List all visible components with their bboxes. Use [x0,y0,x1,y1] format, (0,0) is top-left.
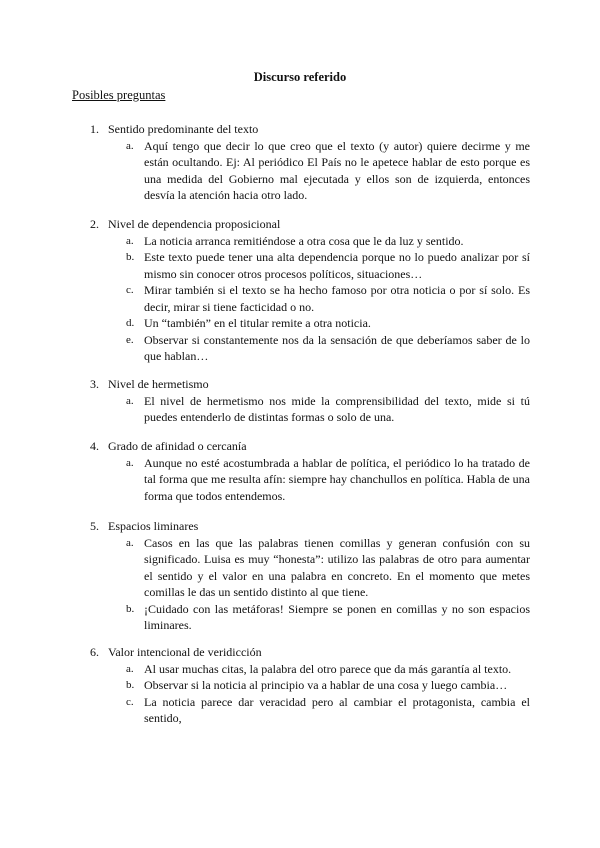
list-item [126,393,530,426]
item-letter: c. [126,284,134,296]
list-item [126,677,530,694]
section-4 [90,438,530,504]
section-number: 4. [90,439,99,453]
item-letter: a. [126,234,134,247]
section-heading [90,518,530,535]
item-letter: b. [126,679,135,691]
item-letter: a. [126,536,134,549]
item-letter: b. [126,602,135,615]
item-text: El nivel de hermetismo nos mide la comprensibilidad del texto, mide si tú puedes entenderlo de distintas formas o solo de una. [144,393,530,424]
list-item [126,233,530,250]
section-6 [90,644,530,727]
item-letter: a. [126,456,134,469]
section-3 [90,376,530,426]
list-item [126,535,530,601]
section-title: Sentido predominante del texto [108,122,259,136]
section-heading [90,376,530,393]
list-item [126,138,530,204]
item-text: Observar si constantemente nos da la sensación de que deberíamos saber de lo que hablan… [144,332,530,363]
item-text: Casos en las que las palabras tienen comillas y generan confusión con su significado. Luisa es muy “honesta”: utilizo las palabras de otro para aumentar el sentido y el valor en una palabra en concreto. En el momento que metes comillas le das un sentido distinto al que tiene. [144,535,530,599]
section-title: Nivel de hermetismo [108,377,209,391]
list-item [126,249,530,282]
list-item [126,332,530,365]
item-text: Este texto puede tener una alta dependencia porque no lo puedo analizar por sí mismo sin conocer otros procesos políticos, situaciones… [144,250,530,281]
list-item [126,282,530,315]
list-item [126,315,530,332]
section-heading [90,121,530,138]
section-title: Grado de afinidad o cercanía [108,439,247,453]
item-letter: c. [126,695,134,708]
list-item [126,694,530,727]
item-letter: a. [126,662,134,675]
item-text: Mirar también si el texto se ha hecho famoso por otra noticia o por sí solo. Es decir, mirar si tiene facticidad o no. [144,283,530,314]
section-number: 6. [90,645,99,659]
section-2 [90,216,530,365]
section-number: 2. [90,217,99,231]
item-text: Observar si la noticia al principio va a hablar de una cosa y luego cambia… [144,678,508,692]
section-number: 3. [90,377,99,391]
item-letter: a. [126,139,134,152]
item-text: La noticia parece dar veracidad pero al cambiar el protagonista, cambia el sentido, [144,694,530,725]
item-letter: d. [126,317,135,329]
item-letter: b. [126,251,135,263]
item-letter: e. [126,333,134,346]
section-5 [90,518,530,634]
list-item [126,455,530,505]
item-text: Al usar muchas citas, la palabra del otro parece que da más garantía al texto. [144,661,512,676]
item-text: ¡Cuidado con las metáforas! Siempre se ponen en comillas y no son espacios liminares. [144,601,530,632]
list-item [126,601,530,634]
document-title: Discurso referido [253,70,347,84]
item-letter: a. [126,394,134,407]
section-1 [90,121,530,204]
item-text: Aunque no esté acostumbrada a hablar de política, el periódico lo ha tratado de tal forma que me resulta afín: siempre hay chanchullos en política. Habla de una forma que todos entendemos. [144,455,530,503]
section-title: Espacios liminares [108,519,199,533]
section-heading [90,216,530,233]
section-title: Nivel de dependencia proposicional [108,217,281,231]
section-title: Valor intencional de veridicción [108,645,262,659]
item-text: Aquí tengo que decir lo que creo que el texto (y autor) quiere decirme y me están ocultando. Ej: Al periódico El País no le apetece hablar de esto porque es una medida del Gobierno mal ejecutada y ellos son de izquierda, entonces desvía la atención hacia otro lado. [144,138,530,202]
section-number: 1. [90,122,99,136]
document-subtitle: Posibles preguntas [72,88,166,102]
item-text: La noticia arranca remitiéndose a otra cosa que le da luz y sentido. [144,233,464,248]
section-number: 5. [90,519,99,533]
list-item [126,661,530,678]
section-heading [90,644,530,661]
item-text: Un “también” en el titular remite a otra noticia. [144,316,371,330]
section-heading [90,438,530,455]
